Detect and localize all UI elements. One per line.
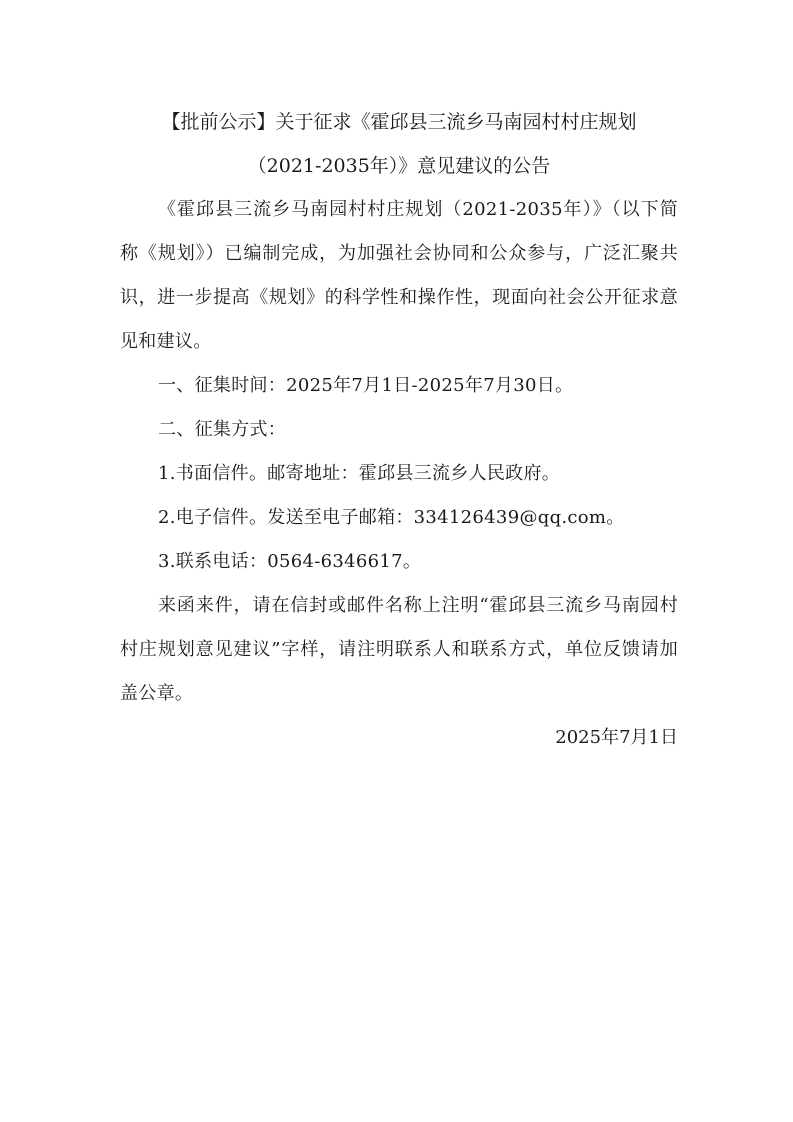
method-item-phone: 3.联系电话：0564-6346617。 <box>158 551 422 572</box>
notice-title <box>120 100 678 188</box>
issue-date: 2025年7月1日 <box>555 727 678 748</box>
collection-period: 一、征集时间：2025年7月1日-2025年7月30日。 <box>158 375 574 396</box>
submission-note: 来函来件，请在信封或邮件名称上注明“霍邱县三流乡马南园村村庄规划意见建议”字样，请注明联系人和联系方式，单位反馈请加盖公章。 <box>120 595 678 704</box>
method-item-mail: 1.书面信件。邮寄地址：霍邱县三流乡人民政府。 <box>158 463 561 484</box>
notice-title-line-2: （2021-2035年）》意见建议的公告 <box>247 155 551 177</box>
document-body <box>120 100 678 760</box>
collection-methods-heading: 二、征集方式： <box>158 419 287 440</box>
method-item-email: 2.电子信件。发送至电子邮箱：334126439@qq.com。 <box>158 507 625 528</box>
intro-paragraph: 《霍邱县三流乡马南园村村庄规划（2021-2035年）》（以下简称《规划》）已编制完成，为加强社会协同和公众参与，广泛汇聚共识，进一步提高《规划》的科学性和操作性，现面向社会公开征求意见和建议。 <box>120 199 678 352</box>
notice-title-line-1: 【批前公示】关于征求《霍邱县三流乡马南园村村庄规划 <box>161 111 637 133</box>
